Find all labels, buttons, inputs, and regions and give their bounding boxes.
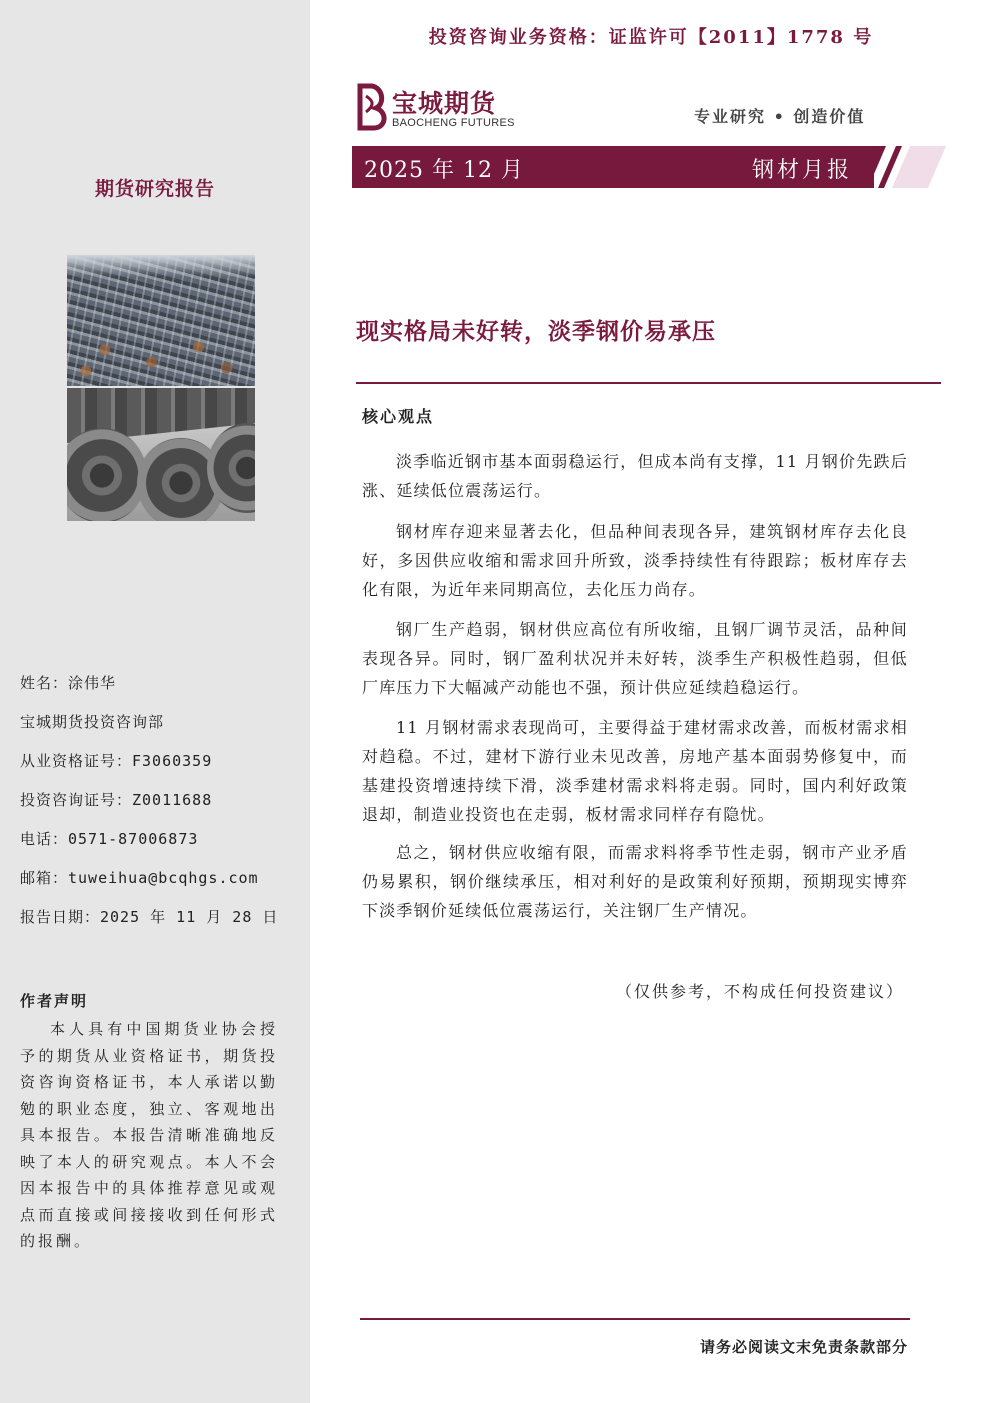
consulting-license: 投资咨询证号：Z0011688 [20, 791, 213, 809]
banner-stripes-decoration [856, 146, 946, 188]
report-category-title: 期货研究报告 [94, 178, 215, 200]
logo-chinese-name: 宝城期货 [392, 89, 497, 118]
core-view-title: 核心观点 [362, 407, 435, 426]
headline-divider [356, 382, 941, 384]
logo-mark-icon [352, 82, 392, 130]
rebar-photo-sky [67, 255, 255, 277]
banner-date: 2025 年 12 月 [364, 158, 524, 183]
logo-english-name: BAOCHENG FUTURES [392, 117, 515, 129]
steel-coil-1 [67, 428, 147, 521]
core-paragraph-1: 淡季临近钢市基本面弱稳运行，但成本尚有支撑，11 月钢价先跌后涨、延续低位震荡运行。 [362, 452, 908, 500]
practice-license: 从业资格证号：F3060359 [20, 752, 213, 770]
report-date: 报告日期：2025 年 11 月 28 日 [20, 908, 279, 926]
author-declaration-title: 作者声明 [20, 992, 89, 1010]
footer-note: 请务必阅读文末免责条款部分 [699, 1338, 908, 1356]
core-paragraph-3: 钢厂生产趋弱，钢材供应高位有所收缩，且钢厂调节灵活，品种间表现各异。同时，钢厂盈利状况并未好转，淡季生产积极性趋弱，但低厂库压力下大幅减产动能也不强，预计供应延续趋稳运行。 [362, 620, 908, 697]
author-declaration-body: 本人具有中国期货业协会授予的期货从业资格证书，期货投资咨询资格证书，本人承诺以勤勉的职业态度，独立、客观地出具本报告。本报告清晰准确地反映了本人的研究观点。本人不会因本报告中的具体推荐意见或观点而直接或间接接收到任何形式的报酬。 [20, 1020, 278, 1250]
core-paragraph-2: 钢材库存迎来显著去化，但品种间表现各异，建筑钢材库存去化良好，多因供应收缩和需求回升所致，淡季持续性有待跟踪；板材库存去化有限，为近年来同期高位，去化压力尚存。 [362, 522, 908, 599]
banner-report-type: 钢材月报 [751, 158, 852, 183]
investment-disclaimer: （仅供参考，不构成任何投资建议） [616, 982, 905, 1001]
slogan: 专业研究 • 创造价值 [694, 107, 866, 126]
core-paragraph-5: 总之，钢材供应收缩有限，而需求料将季节性走弱，钢市产业矛盾仍易累积，钢价继续承压，相对利好的是政策利好预期，预期现实博弈下淡季钢价延续低位震荡运行，关注钢厂生产情况。 [362, 843, 908, 920]
steel-coil-photo [67, 388, 255, 521]
rebar-photo-ends [67, 326, 255, 386]
footer-divider [360, 1318, 910, 1320]
report-headline: 现实格局未好转，淡季钢价易承压 [356, 318, 716, 345]
core-paragraph-4: 11 月钢材需求表现尚可，主要得益于建材需求改善，而板材需求相对趋稳。不过，建材下游行业未见改善，房地产基本面弱势修复中，而基建投资增速持续下滑，淡季建材需求料将走弱。同时，国内利好政策退却，制造业投资也在走弱，板材需求同样存有隐忧。 [362, 718, 908, 824]
title-banner [352, 146, 874, 188]
rebar-photo [67, 255, 255, 386]
qualification-line: 投资咨询业务资格：证监许可【2011】1778 号 [428, 27, 874, 48]
sidebar [0, 0, 310, 1403]
logo-b-glyph-icon [352, 82, 392, 132]
phone: 电话：0571-87006873 [20, 830, 199, 848]
company-logo [352, 82, 522, 134]
email[interactable]: 邮箱：tuweihua@bcqhgs.com [20, 869, 259, 887]
department: 宝城期货投资咨询部 [20, 713, 165, 731]
author-name: 姓名：涂伟华 [20, 674, 117, 692]
